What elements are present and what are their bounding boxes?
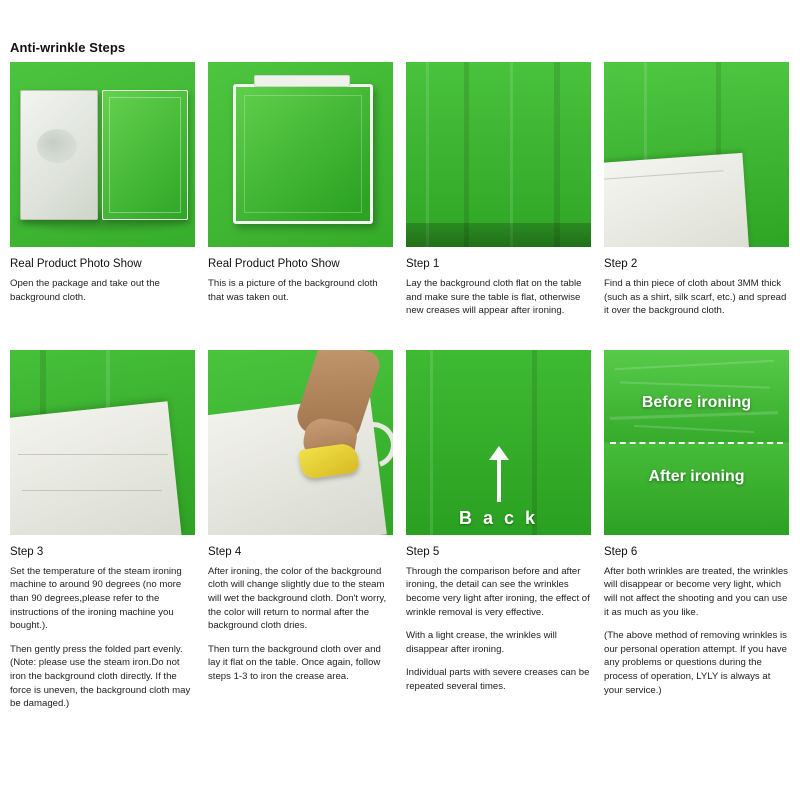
photo-green-background: [406, 62, 591, 247]
step-cell-8: [604, 350, 789, 721]
wrinkle: [610, 411, 778, 420]
caption-title-6: Step 4: [208, 545, 242, 558]
white-cloth-spread-flat: [10, 350, 195, 535]
caption-title-3: Step 1: [406, 258, 440, 270]
cloth-crease: [22, 490, 162, 491]
thin-white-cloth: [604, 153, 749, 247]
caption-paragraph: Through the comparison before and after ironing, the detail can see the wrinkles become very light after ironing, the effect of wrinkle removal is very effective.: [406, 565, 590, 618]
caption-body-6: [208, 565, 393, 684]
comparison-divider: [610, 442, 783, 444]
caption-paragraph: This is a picture of the background cloth that was taken out.: [208, 278, 378, 303]
thin-white-cloth-over-green: [604, 62, 789, 247]
caption-paragraph: After ironing, the color of the background cloth will change slightly due to the steam will wet the background cloth. Don't worry, the color will return to normal after the background cloth dries.: [208, 565, 387, 632]
cloth-fold-line: [510, 62, 513, 247]
caption-body-2: [208, 277, 393, 304]
caption-paragraph: Find a thin piece of cloth about 3MM thick (such as a shirt, silk scarf, etc.) and spread it over the background cloth.: [604, 278, 787, 317]
cloth-fold-line: [426, 62, 429, 247]
green-cloth-flat-on-table: [406, 62, 591, 247]
caption-title-8: Step 6: [604, 545, 638, 558]
cloth-fold-line: [464, 62, 469, 247]
caption-paragraph: Then turn the background cloth over and lay it flat on the table. Once again, follow steps 1-3 to iron the crease area.: [208, 643, 381, 683]
green-cloth-package: [233, 84, 373, 224]
step-cell-6: [208, 350, 393, 721]
wrinkle: [614, 360, 774, 370]
cloth-crease: [18, 454, 168, 455]
step-cell-4: [604, 62, 789, 328]
caption-paragraph: Set the temperature of the steam ironing machine to around 90 degrees (no more than 90 degrees,please refer to the instructions of the ironing machine you bought.).: [10, 565, 182, 632]
caption-paragraph: Lay the background cloth flat on the table and make sure the table is flat, otherwise new creases will appear after ironing.: [406, 278, 582, 317]
caption-body-3: [406, 277, 591, 318]
green-cloth-back-side-arrow: [406, 350, 591, 535]
wrinkle: [634, 425, 754, 433]
wrinkle: [620, 381, 770, 388]
cloth-fold-line: [554, 62, 560, 247]
caption-body-4: [604, 277, 789, 318]
step-cell-7: [406, 350, 591, 721]
after-ironing-label: After ironing: [648, 467, 745, 485]
step-cell-1: [10, 62, 195, 328]
step-cell-3: [406, 62, 591, 328]
hand-ironing-with-steam-iron: [208, 350, 393, 535]
caption-title-4: Step 2: [604, 258, 638, 270]
caption-title-7: Step 5: [406, 545, 440, 558]
up-arrow-icon: [497, 458, 501, 502]
caption-paragraph: Then gently press the folded part evenly. (Note: please use the steam iron.Do not iron the background cloth directly. If the force is uneven, the background cloth may be damaged.): [10, 643, 191, 710]
step-cell-2: [208, 62, 393, 328]
back-overlay-label: B a c k: [458, 507, 539, 528]
after-ironing-region: [604, 443, 789, 535]
table-edge-shadow: [406, 223, 591, 247]
page-title: Anti-wrinkle Steps: [10, 40, 126, 55]
caption-title-2: Real Product Photo Show: [208, 258, 340, 270]
cloth-fold-line: [430, 350, 433, 535]
real-product-photo-cloth: [208, 62, 393, 247]
package-hang-tab: [254, 75, 350, 87]
caption-body-1: [10, 277, 195, 304]
caption-paragraph: With a light crease, the wrinkles will disappear after ironing.: [406, 630, 557, 655]
before-ironing-label: Before ironing: [641, 393, 752, 411]
white-package-pouch: [20, 90, 98, 220]
caption-body-7: [406, 565, 591, 694]
thin-white-cloth: [10, 401, 182, 535]
caption-paragraph: Individual parts with severe creases can be repeated several times.: [406, 667, 590, 693]
caption-body-5: [10, 565, 195, 711]
caption-title-1: Real Product Photo Show: [10, 258, 142, 270]
caption-paragraph: (The above method of removing wrinkles is our personal operation attempt. If you have any problems or questions during the process of operation, LYLY is always at your service.): [604, 630, 787, 696]
green-cloth-packet: [102, 90, 188, 220]
steps-grid: [10, 62, 790, 721]
real-product-photo-package: [10, 62, 195, 247]
caption-paragraph: Open the package and take out the background cloth.: [10, 278, 160, 303]
caption-paragraph: After both wrinkles are treated, the wrinkles will disappear or become very light, which will not affect the shooting and you can use it as much as you like.: [604, 565, 788, 618]
step-cell-5: [10, 350, 195, 721]
caption-title-5: Step 3: [10, 545, 44, 558]
caption-body-8: [604, 565, 789, 697]
before-after-ironing-comparison: [604, 350, 789, 535]
